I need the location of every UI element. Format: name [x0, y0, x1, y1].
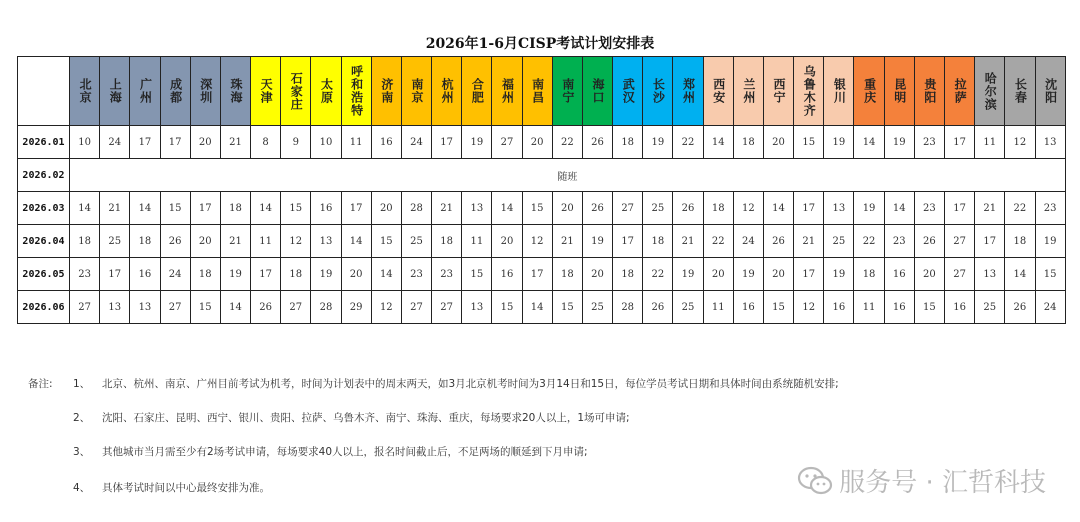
- date-cell: 16: [371, 126, 401, 159]
- date-cell: 17: [794, 258, 824, 291]
- city-name: 福州: [500, 78, 515, 104]
- date-cell: 17: [944, 126, 974, 159]
- date-cell: 18: [220, 192, 250, 225]
- city-name: 珠海: [228, 78, 243, 104]
- date-cell: 10: [70, 126, 100, 159]
- date-cell: 16: [824, 291, 854, 324]
- city-header: [522, 57, 552, 126]
- date-cell: 16: [884, 258, 914, 291]
- city-header: [884, 57, 914, 126]
- date-cell: 17: [130, 126, 160, 159]
- date-cell: 19: [854, 192, 884, 225]
- date-cell: 13: [462, 192, 492, 225]
- date-cell: 14: [130, 192, 160, 225]
- date-cell: 21: [220, 225, 250, 258]
- date-cell: 27: [492, 126, 522, 159]
- date-cell: 23: [914, 192, 944, 225]
- watermark: [797, 462, 1046, 499]
- date-cell: 18: [613, 126, 643, 159]
- note-text: 北京、杭州、南京、广州目前考试为机考，时间为计划表中的周末两天，如3月北京机考时间为3月14日和15日，每位学员考试日期和具体时间由系统随机安排;: [102, 378, 839, 390]
- date-cell: 26: [673, 192, 703, 225]
- date-cell: 11: [975, 126, 1005, 159]
- date-cell: 18: [552, 258, 582, 291]
- date-cell: 13: [824, 192, 854, 225]
- month-row: [18, 192, 1066, 225]
- note-text: 具体考试时间以中心最终安排为准。: [102, 482, 270, 494]
- city-header: [673, 57, 703, 126]
- date-cell: 19: [311, 258, 341, 291]
- date-cell: 22: [552, 126, 582, 159]
- date-cell: 19: [462, 126, 492, 159]
- month-row: [18, 225, 1066, 258]
- date-cell: 25: [100, 225, 130, 258]
- city-name: 杭州: [440, 78, 455, 104]
- city-name: 拉萨: [953, 78, 968, 104]
- city-header: [944, 57, 974, 126]
- date-cell: 18: [130, 225, 160, 258]
- date-cell: 13: [462, 291, 492, 324]
- city-name: 南宁: [560, 78, 575, 104]
- date-cell: 14: [220, 291, 250, 324]
- date-cell: 13: [130, 291, 160, 324]
- date-cell: 23: [70, 258, 100, 291]
- city-header: [341, 57, 371, 126]
- city-header: [432, 57, 462, 126]
- date-cell: 19: [824, 258, 854, 291]
- city-header: [703, 57, 733, 126]
- date-cell: 27: [613, 192, 643, 225]
- month-label: 2026.04: [18, 225, 70, 258]
- date-cell: 26: [251, 291, 281, 324]
- date-cell: 12: [1005, 126, 1035, 159]
- city-name: 南京: [409, 78, 424, 104]
- city-header: [794, 57, 824, 126]
- city-header: [281, 57, 311, 126]
- date-cell: 24: [1035, 291, 1065, 324]
- date-cell: 17: [100, 258, 130, 291]
- city-header: [854, 57, 884, 126]
- date-cell: 15: [190, 291, 220, 324]
- city-header: [251, 57, 281, 126]
- note-number: 2、: [73, 412, 91, 424]
- city-header: [582, 57, 612, 126]
- date-cell: 9: [281, 126, 311, 159]
- date-cell: 19: [582, 225, 612, 258]
- city-header: [1035, 57, 1065, 126]
- city-header: [311, 57, 341, 126]
- date-cell: 22: [1005, 192, 1035, 225]
- city-name: 天津: [259, 78, 274, 104]
- date-cell: 26: [160, 225, 190, 258]
- date-cell: 20: [763, 258, 793, 291]
- date-cell: 14: [763, 192, 793, 225]
- date-cell: 26: [643, 291, 673, 324]
- date-cell: 25: [975, 291, 1005, 324]
- date-cell: 26: [582, 126, 612, 159]
- date-cell: 13: [311, 225, 341, 258]
- city-name: 西安: [711, 78, 726, 104]
- date-cell: 13: [975, 258, 1005, 291]
- date-cell: 21: [794, 225, 824, 258]
- city-name: 太原: [319, 78, 334, 104]
- date-cell: 12: [733, 192, 763, 225]
- date-cell: 23: [884, 225, 914, 258]
- date-cell: 15: [281, 192, 311, 225]
- date-cell: 17: [944, 192, 974, 225]
- date-cell: 14: [70, 192, 100, 225]
- date-cell: 17: [522, 258, 552, 291]
- city-name: 上海: [108, 78, 123, 104]
- month-label: 2026.06: [18, 291, 70, 324]
- date-cell: 17: [432, 126, 462, 159]
- city-header: [643, 57, 673, 126]
- city-header-row: [18, 57, 1066, 126]
- date-cell: 12: [522, 225, 552, 258]
- city-name: 海口: [591, 78, 606, 104]
- date-cell: 24: [100, 126, 130, 159]
- date-cell: 15: [462, 258, 492, 291]
- date-cell: 24: [733, 225, 763, 258]
- date-cell: 14: [371, 258, 401, 291]
- date-cell: 27: [281, 291, 311, 324]
- date-cell: 26: [914, 225, 944, 258]
- date-cell: 11: [341, 126, 371, 159]
- merged-cell: 随班: [70, 159, 1066, 192]
- city-header: [552, 57, 582, 126]
- date-cell: 13: [1035, 126, 1065, 159]
- corner-cell: [18, 57, 70, 126]
- date-cell: 21: [673, 225, 703, 258]
- date-cell: 12: [794, 291, 824, 324]
- date-cell: 11: [462, 225, 492, 258]
- month-label: 2026.02: [18, 159, 70, 192]
- date-cell: 20: [341, 258, 371, 291]
- month-row: [18, 291, 1066, 324]
- city-name: 兰州: [741, 78, 756, 104]
- date-cell: 18: [854, 258, 884, 291]
- date-cell: 17: [613, 225, 643, 258]
- date-cell: 16: [884, 291, 914, 324]
- date-cell: 28: [311, 291, 341, 324]
- date-cell: 15: [794, 126, 824, 159]
- city-header: [371, 57, 401, 126]
- city-name: 贵阳: [922, 78, 937, 104]
- date-cell: 21: [220, 126, 250, 159]
- date-cell: 15: [552, 291, 582, 324]
- city-header: [100, 57, 130, 126]
- date-cell: 14: [522, 291, 552, 324]
- notes-label: 备注:: [28, 378, 53, 390]
- date-cell: 14: [251, 192, 281, 225]
- city-name: 深圳: [198, 78, 213, 104]
- date-cell: 17: [251, 258, 281, 291]
- city-header: [462, 57, 492, 126]
- city-header: [1005, 57, 1035, 126]
- note-text: 沈阳、石家庄、昆明、西宁、银川、贵阳、拉萨、乌鲁木齐、南宁、珠海、重庆，每场要求20人以上，1场可申请;: [102, 412, 630, 424]
- page-title: 2026年1-6月CISP考试计划安排表: [425, 36, 655, 52]
- city-name: 呼和浩特: [349, 65, 364, 117]
- date-cell: 26: [582, 192, 612, 225]
- date-cell: 20: [763, 126, 793, 159]
- date-cell: 17: [341, 192, 371, 225]
- date-cell: 18: [703, 192, 733, 225]
- city-header: [914, 57, 944, 126]
- note-number: 4、: [73, 482, 91, 494]
- watermark-text: 服务号 · 汇哲科技: [839, 468, 1046, 498]
- date-cell: 16: [733, 291, 763, 324]
- date-cell: 18: [70, 225, 100, 258]
- date-cell: 15: [492, 291, 522, 324]
- date-cell: 21: [432, 192, 462, 225]
- date-cell: 19: [220, 258, 250, 291]
- date-cell: 20: [552, 192, 582, 225]
- date-cell: 22: [643, 258, 673, 291]
- city-name: 乌鲁木齐: [802, 65, 817, 117]
- date-cell: 25: [401, 225, 431, 258]
- date-cell: 16: [492, 258, 522, 291]
- wechat-icon: [797, 466, 833, 496]
- date-cell: 16: [944, 291, 974, 324]
- note-number: 1、: [73, 378, 91, 390]
- date-cell: 8: [251, 126, 281, 159]
- date-cell: 19: [733, 258, 763, 291]
- date-cell: 14: [884, 192, 914, 225]
- date-cell: 20: [522, 126, 552, 159]
- city-header: [733, 57, 763, 126]
- month-label: 2026.01: [18, 126, 70, 159]
- date-cell: 14: [854, 126, 884, 159]
- date-cell: 25: [582, 291, 612, 324]
- date-cell: 18: [190, 258, 220, 291]
- date-cell: 22: [703, 225, 733, 258]
- date-cell: 10: [311, 126, 341, 159]
- date-cell: 19: [643, 126, 673, 159]
- date-cell: 21: [975, 192, 1005, 225]
- date-cell: 19: [1035, 225, 1065, 258]
- date-cell: 20: [492, 225, 522, 258]
- date-cell: 14: [1005, 258, 1035, 291]
- date-cell: 23: [401, 258, 431, 291]
- date-cell: 25: [643, 192, 673, 225]
- month-label: 2026.05: [18, 258, 70, 291]
- date-cell: 17: [794, 192, 824, 225]
- date-cell: 28: [613, 291, 643, 324]
- city-header: [975, 57, 1005, 126]
- city-header: [763, 57, 793, 126]
- date-cell: 18: [1005, 225, 1035, 258]
- city-name: 重庆: [862, 78, 877, 104]
- date-cell: 22: [673, 126, 703, 159]
- date-cell: 17: [190, 192, 220, 225]
- city-name: 哈尔滨: [983, 71, 998, 111]
- date-cell: 12: [281, 225, 311, 258]
- date-cell: 13: [100, 291, 130, 324]
- city-name: 银川: [832, 78, 847, 104]
- date-cell: 25: [673, 291, 703, 324]
- city-name: 昆明: [892, 78, 907, 104]
- date-cell: 19: [673, 258, 703, 291]
- city-name: 长春: [1013, 78, 1028, 104]
- date-cell: 27: [432, 291, 462, 324]
- month-row: [18, 159, 1066, 192]
- city-name: 南昌: [530, 78, 545, 104]
- month-row: [18, 258, 1066, 291]
- date-cell: 20: [703, 258, 733, 291]
- date-cell: 27: [160, 291, 190, 324]
- date-cell: 20: [371, 192, 401, 225]
- date-cell: 27: [944, 225, 974, 258]
- date-cell: 14: [703, 126, 733, 159]
- date-cell: 16: [311, 192, 341, 225]
- date-cell: 14: [341, 225, 371, 258]
- city-name: 济南: [379, 78, 394, 104]
- city-header: [190, 57, 220, 126]
- date-cell: 22: [854, 225, 884, 258]
- date-cell: 18: [643, 225, 673, 258]
- date-cell: 12: [371, 291, 401, 324]
- date-cell: 19: [824, 126, 854, 159]
- city-header: [160, 57, 190, 126]
- date-cell: 20: [582, 258, 612, 291]
- city-name: 石家庄: [289, 71, 304, 111]
- city-header: [130, 57, 160, 126]
- city-header: [220, 57, 250, 126]
- date-cell: 15: [522, 192, 552, 225]
- city-name: 合肥: [470, 78, 485, 104]
- date-cell: 11: [703, 291, 733, 324]
- date-cell: 14: [492, 192, 522, 225]
- date-cell: 26: [763, 225, 793, 258]
- date-cell: 20: [914, 258, 944, 291]
- date-cell: 18: [281, 258, 311, 291]
- city-header: [824, 57, 854, 126]
- date-cell: 15: [914, 291, 944, 324]
- city-name: 成都: [168, 78, 183, 104]
- city-name: 武汉: [621, 78, 636, 104]
- date-cell: 25: [824, 225, 854, 258]
- date-cell: 27: [944, 258, 974, 291]
- city-name: 长沙: [651, 78, 666, 104]
- date-cell: 15: [1035, 258, 1065, 291]
- city-name: 沈阳: [1043, 78, 1058, 104]
- date-cell: 16: [130, 258, 160, 291]
- date-cell: 15: [160, 192, 190, 225]
- date-cell: 15: [371, 225, 401, 258]
- note-number: 3、: [73, 446, 91, 458]
- date-cell: 18: [432, 225, 462, 258]
- date-cell: 26: [1005, 291, 1035, 324]
- date-cell: 18: [613, 258, 643, 291]
- city-header: [70, 57, 100, 126]
- date-cell: 15: [763, 291, 793, 324]
- date-cell: 23: [1035, 192, 1065, 225]
- date-cell: 28: [401, 192, 431, 225]
- date-cell: 23: [914, 126, 944, 159]
- city-header: [613, 57, 643, 126]
- date-cell: 24: [160, 258, 190, 291]
- city-header: [401, 57, 431, 126]
- month-row: [18, 126, 1066, 159]
- date-cell: 27: [70, 291, 100, 324]
- date-cell: 17: [160, 126, 190, 159]
- city-name: 西宁: [772, 78, 787, 104]
- date-cell: 21: [100, 192, 130, 225]
- note-text: 其他城市当月需至少有2场考试申请，每场要求40人以上，报名时间截止后，不足两场的顺延到下月申请;: [102, 446, 588, 458]
- date-cell: 24: [401, 126, 431, 159]
- date-cell: 27: [401, 291, 431, 324]
- city-name: 北京: [78, 78, 93, 104]
- date-cell: 19: [884, 126, 914, 159]
- date-cell: 20: [190, 126, 220, 159]
- date-cell: 20: [190, 225, 220, 258]
- date-cell: 11: [251, 225, 281, 258]
- date-cell: 18: [733, 126, 763, 159]
- date-cell: 23: [432, 258, 462, 291]
- date-cell: 21: [552, 225, 582, 258]
- city-name: 广州: [138, 78, 153, 104]
- month-label: 2026.03: [18, 192, 70, 225]
- city-header: [492, 57, 522, 126]
- date-cell: 29: [341, 291, 371, 324]
- date-cell: 11: [854, 291, 884, 324]
- date-cell: 17: [975, 225, 1005, 258]
- exam-schedule-table: [17, 56, 1066, 324]
- city-name: 郑州: [681, 78, 696, 104]
